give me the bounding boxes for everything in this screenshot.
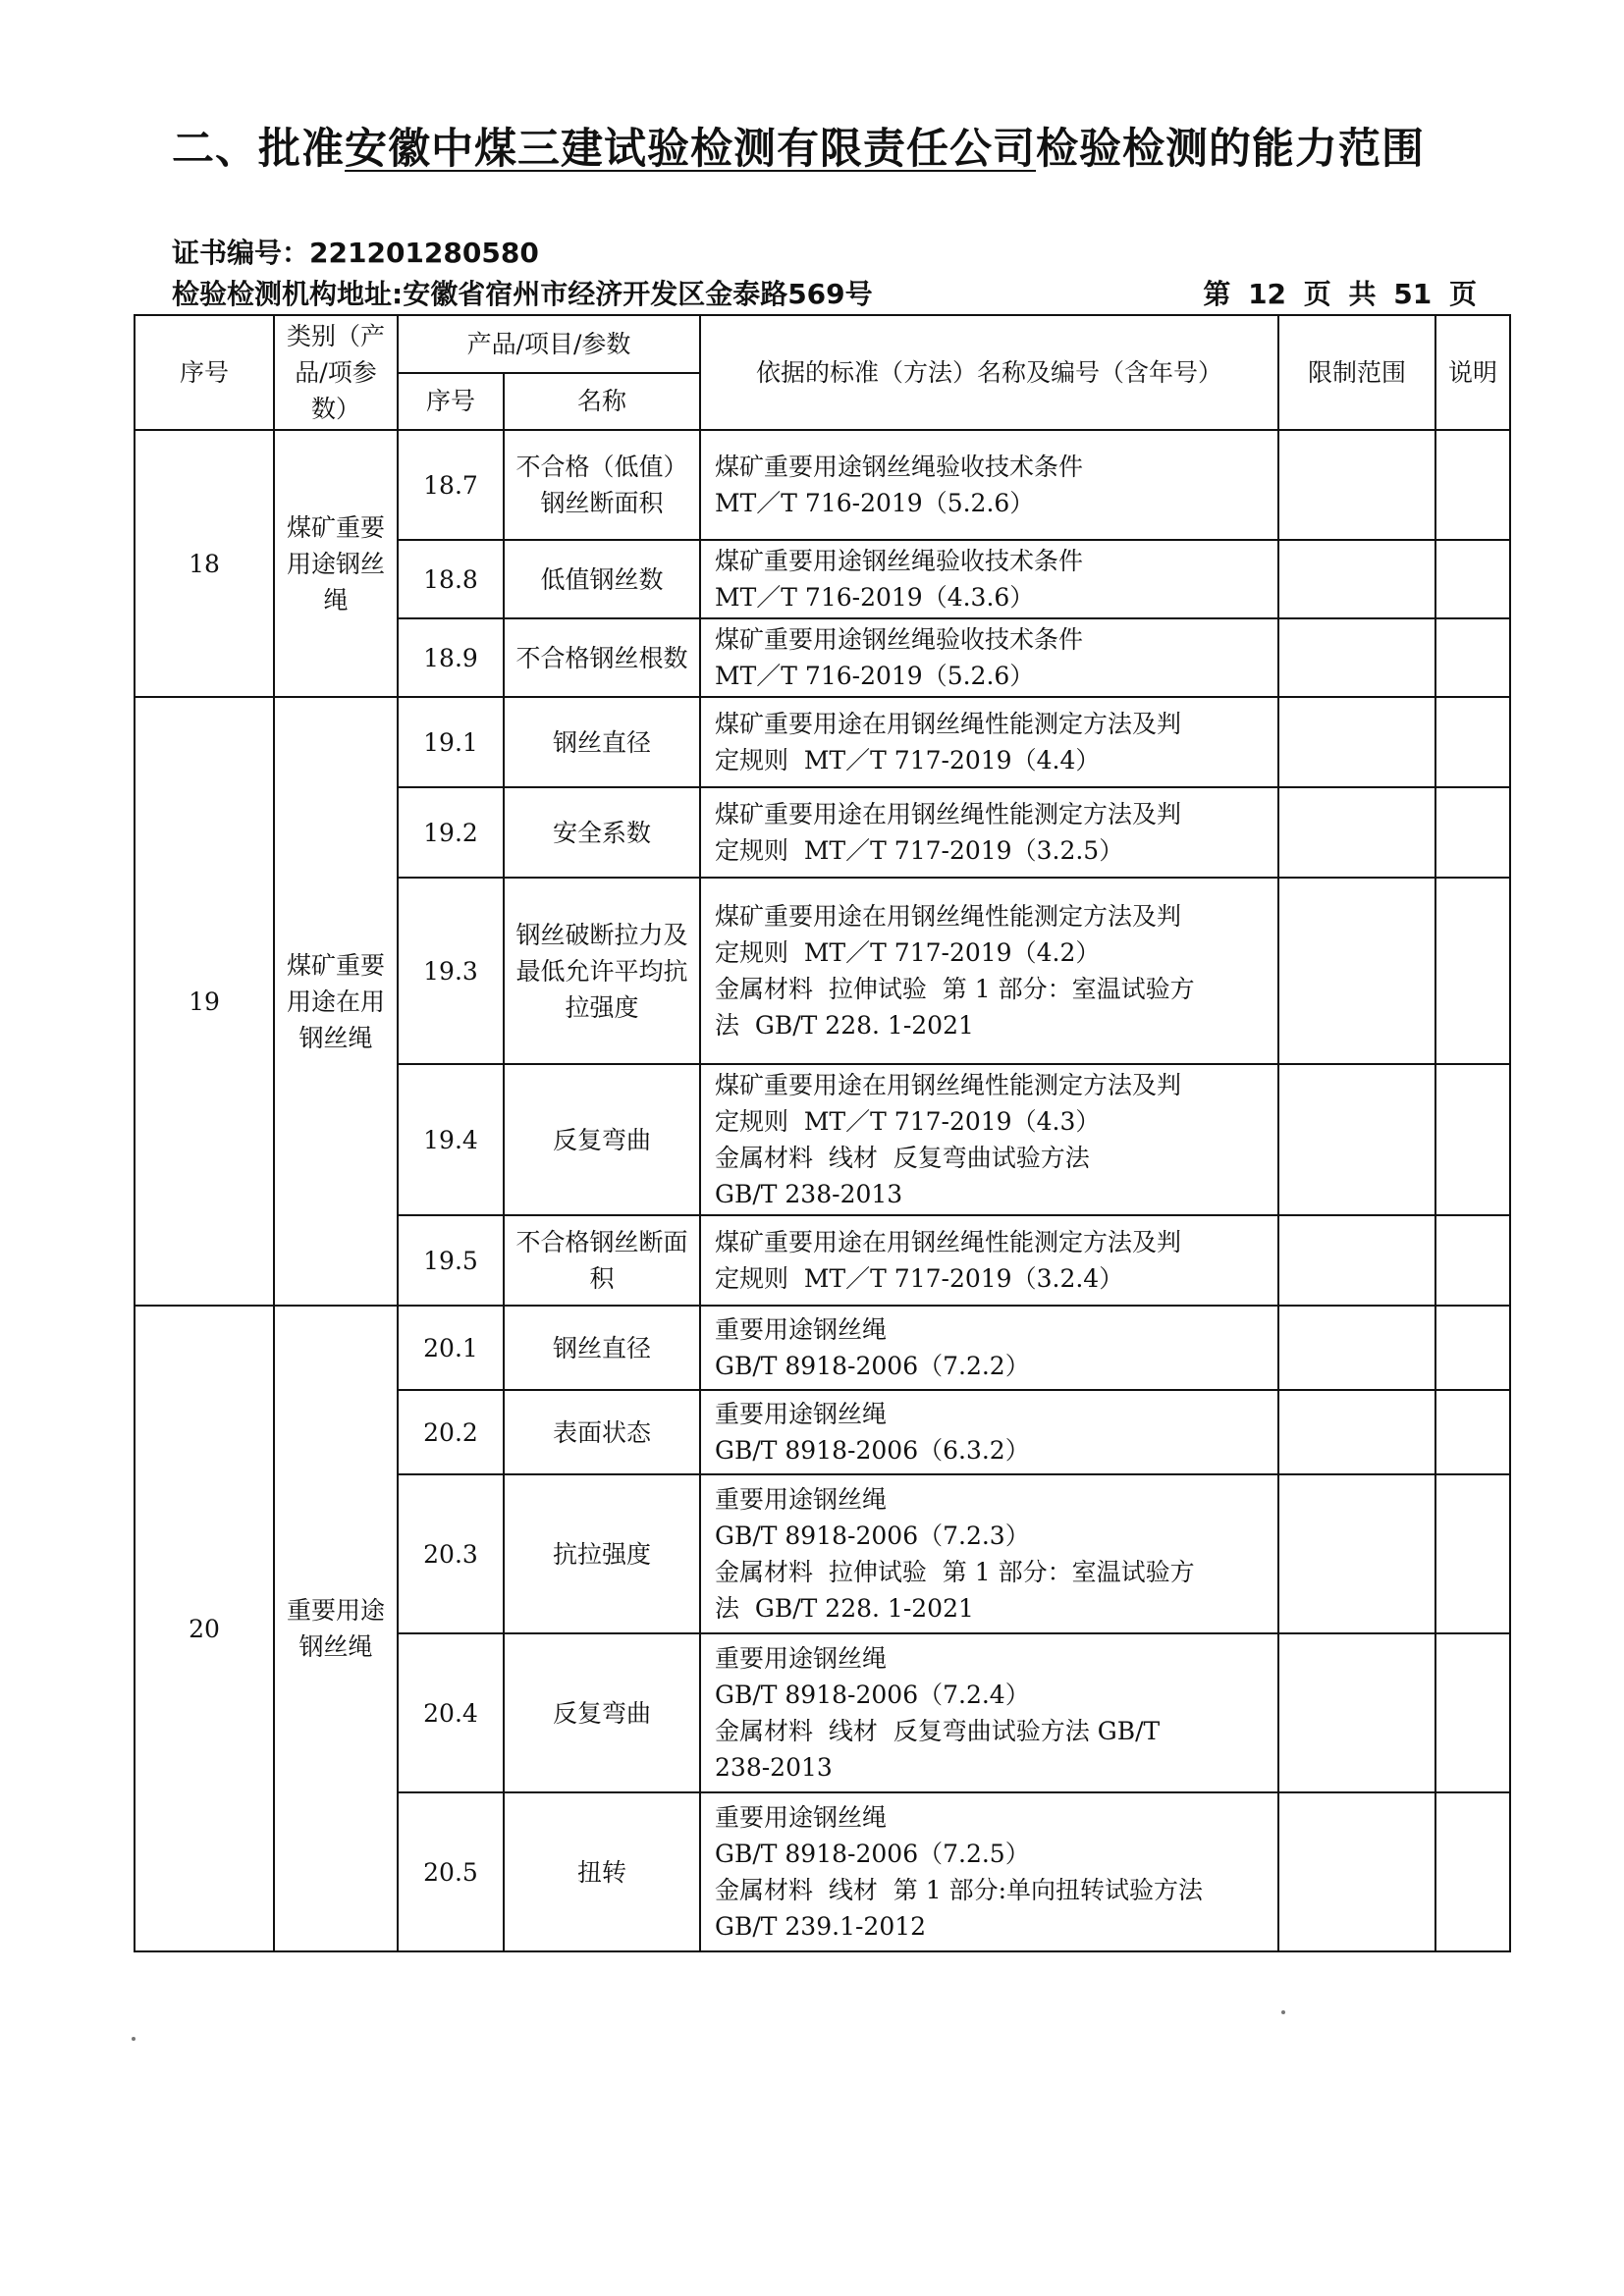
item-name: 钢丝破断拉力及最低允许平均抗拉强度 — [504, 878, 700, 1064]
standard-line: 定规则 MT／T 717-2019（3.2.5） — [715, 836, 1124, 865]
standard-line: 煤矿重要用途钢丝绳验收技术条件 — [715, 625, 1084, 654]
group-seq: 19 — [135, 697, 274, 1306]
item-number: 18.7 — [398, 430, 504, 540]
item-number: 20.3 — [398, 1474, 504, 1633]
title-organization: 安徽中煤三建试验检测有限责任公司 — [345, 125, 1036, 174]
standard-line: 定规则 MT／T 717-2019（3.2.4） — [715, 1264, 1124, 1293]
address-label: 检验检测机构地址: — [172, 278, 404, 310]
item-note — [1435, 787, 1510, 878]
item-limit — [1278, 1064, 1435, 1215]
standard-line: 238-2013 — [715, 1753, 833, 1782]
item-standard — [700, 878, 1278, 1064]
standard-line: 法 GB/T 228. 1-2021 — [715, 1594, 974, 1623]
item-limit — [1278, 878, 1435, 1064]
standard-line: GB/T 8918-2006（7.2.2） — [715, 1352, 1030, 1380]
page-title — [172, 116, 1546, 176]
standard-line: 重要用途钢丝绳 — [715, 1803, 888, 1832]
title-suffix: 检验检测的能力范围 — [1036, 125, 1425, 174]
standard-line: 定规则 MT／T 717-2019（4.4） — [715, 746, 1101, 774]
group-category: 煤矿重要用途钢丝绳 — [274, 430, 398, 697]
standard-line: 金属材料 线材 第 1 部分:单向扭转试验方法 — [715, 1876, 1204, 1904]
item-note — [1435, 618, 1510, 697]
item-standard — [700, 1792, 1278, 1951]
standard-line: 法 GB/T 228. 1-2021 — [715, 1011, 974, 1040]
item-limit — [1278, 1215, 1435, 1306]
capability-scope-table — [134, 314, 1511, 1952]
header-sub-seq: 序号 — [398, 373, 504, 431]
item-note — [1435, 697, 1510, 787]
item-limit — [1278, 1390, 1435, 1474]
group-seq: 20 — [135, 1306, 274, 1951]
item-number: 20.5 — [398, 1792, 504, 1951]
item-note — [1435, 430, 1510, 540]
item-note — [1435, 878, 1510, 1064]
item-standard — [700, 1215, 1278, 1306]
item-limit — [1278, 787, 1435, 878]
item-standard — [700, 697, 1278, 787]
group-category: 煤矿重要用途在用钢丝绳 — [274, 697, 398, 1306]
item-limit — [1278, 1306, 1435, 1390]
item-name: 表面状态 — [504, 1390, 700, 1474]
certificate-number — [172, 232, 539, 271]
standard-line: 重要用途钢丝绳 — [715, 1644, 888, 1673]
item-note — [1435, 1390, 1510, 1474]
item-number: 20.1 — [398, 1306, 504, 1390]
standard-line: 定规则 MT／T 717-2019（4.2） — [715, 938, 1101, 967]
item-number: 20.4 — [398, 1633, 504, 1792]
item-standard — [700, 1474, 1278, 1633]
item-limit — [1278, 430, 1435, 540]
item-name: 钢丝直径 — [504, 697, 700, 787]
group-seq: 18 — [135, 430, 274, 697]
item-standard — [700, 1306, 1278, 1390]
standard-line: 金属材料 线材 反复弯曲试验方法 — [715, 1144, 1090, 1172]
standard-line: 煤矿重要用途在用钢丝绳性能测定方法及判 — [715, 902, 1182, 931]
standard-line: 重要用途钢丝绳 — [715, 1400, 888, 1428]
item-standard — [700, 618, 1278, 697]
header-name: 名称 — [504, 373, 700, 431]
item-note — [1435, 1215, 1510, 1306]
item-number: 20.2 — [398, 1390, 504, 1474]
standard-line: 定规则 MT／T 717-2019（4.3） — [715, 1107, 1101, 1136]
header-product-group: 产品/项目/参数 — [398, 315, 700, 373]
address-value: 安徽省宿州市经济开发区金泰路569号 — [403, 278, 873, 310]
item-standard — [700, 787, 1278, 878]
header-note: 说明 — [1435, 315, 1510, 430]
item-limit — [1278, 1633, 1435, 1792]
standard-line: 金属材料 线材 反复弯曲试验方法 GB/T — [715, 1717, 1161, 1745]
item-note — [1435, 1064, 1510, 1215]
item-name: 不合格钢丝根数 — [504, 618, 700, 697]
standard-line: 煤矿重要用途在用钢丝绳性能测定方法及判 — [715, 1228, 1182, 1256]
item-standard — [700, 1633, 1278, 1792]
item-standard — [700, 1390, 1278, 1474]
standard-line: 煤矿重要用途钢丝绳验收技术条件 — [715, 547, 1084, 575]
title-prefix: 二、批准 — [172, 125, 345, 174]
standard-line: 煤矿重要用途钢丝绳验收技术条件 — [715, 453, 1084, 481]
page-number: 第 12 页 共 51 页 — [1203, 278, 1477, 310]
item-name: 安全系数 — [504, 787, 700, 878]
table-row — [135, 430, 1510, 540]
scan-speck — [132, 2037, 135, 2041]
scan-speck — [1281, 2010, 1285, 2014]
certificate-value: 221201280580 — [309, 237, 539, 269]
item-name: 低值钢丝数 — [504, 540, 700, 618]
standard-line: 金属材料 拉伸试验 第 1 部分：室温试验方 — [715, 975, 1195, 1003]
standard-line: GB/T 238-2013 — [715, 1180, 903, 1208]
item-note — [1435, 1306, 1510, 1390]
item-number: 18.9 — [398, 618, 504, 697]
standard-line: 重要用途钢丝绳 — [715, 1485, 888, 1514]
header-limit: 限制范围 — [1278, 315, 1435, 430]
item-standard — [700, 540, 1278, 618]
standard-line: 煤矿重要用途在用钢丝绳性能测定方法及判 — [715, 710, 1182, 738]
item-number: 19.1 — [398, 697, 504, 787]
standard-line: GB/T 8918-2006（7.2.5） — [715, 1840, 1030, 1868]
standard-line: GB/T 239.1-2012 — [715, 1912, 927, 1941]
header-standard: 依据的标准（方法）名称及编号（含年号） — [700, 315, 1278, 430]
certificate-label: 证书编号： — [172, 237, 310, 269]
item-note — [1435, 540, 1510, 618]
item-number: 19.4 — [398, 1064, 504, 1215]
item-name: 扭转 — [504, 1792, 700, 1951]
header-category: 类别（产品/项参数） — [274, 315, 398, 430]
standard-line: 金属材料 拉伸试验 第 1 部分：室温试验方 — [715, 1558, 1195, 1586]
standard-line: 重要用途钢丝绳 — [715, 1315, 888, 1344]
table-header-row — [135, 315, 1510, 373]
standard-line: GB/T 8918-2006（7.2.4） — [715, 1681, 1030, 1709]
item-number: 19.5 — [398, 1215, 504, 1306]
item-name: 抗拉强度 — [504, 1474, 700, 1633]
item-number: 19.3 — [398, 878, 504, 1064]
item-number: 18.8 — [398, 540, 504, 618]
table-body — [135, 430, 1510, 1951]
item-note — [1435, 1633, 1510, 1792]
standard-line: GB/T 8918-2006（7.2.3） — [715, 1522, 1030, 1550]
institution-address — [172, 273, 873, 312]
item-name: 钢丝直径 — [504, 1306, 700, 1390]
item-note — [1435, 1474, 1510, 1633]
item-name: 不合格钢丝断面积 — [504, 1215, 700, 1306]
table-row — [135, 697, 1510, 787]
standard-line: GB/T 8918-2006（6.3.2） — [715, 1436, 1030, 1465]
group-category: 重要用途钢丝绳 — [274, 1306, 398, 1951]
standard-line: MT／T 716-2019（5.2.6） — [715, 662, 1035, 690]
item-name: 反复弯曲 — [504, 1064, 700, 1215]
item-limit — [1278, 697, 1435, 787]
item-note — [1435, 1792, 1510, 1951]
standard-line: MT／T 716-2019（5.2.6） — [715, 489, 1035, 517]
item-limit — [1278, 540, 1435, 618]
item-standard — [700, 430, 1278, 540]
standard-line: 煤矿重要用途在用钢丝绳性能测定方法及判 — [715, 800, 1182, 828]
item-name: 反复弯曲 — [504, 1633, 700, 1792]
item-limit — [1278, 1792, 1435, 1951]
item-limit — [1278, 1474, 1435, 1633]
item-standard — [700, 1064, 1278, 1215]
standard-line: MT／T 716-2019（4.3.6） — [715, 583, 1035, 612]
item-name: 不合格（低值）钢丝断面积 — [504, 430, 700, 540]
table-row — [135, 1306, 1510, 1390]
standard-line: 煤矿重要用途在用钢丝绳性能测定方法及判 — [715, 1071, 1182, 1099]
item-limit — [1278, 618, 1435, 697]
item-number: 19.2 — [398, 787, 504, 878]
header-seq: 序号 — [135, 315, 274, 430]
